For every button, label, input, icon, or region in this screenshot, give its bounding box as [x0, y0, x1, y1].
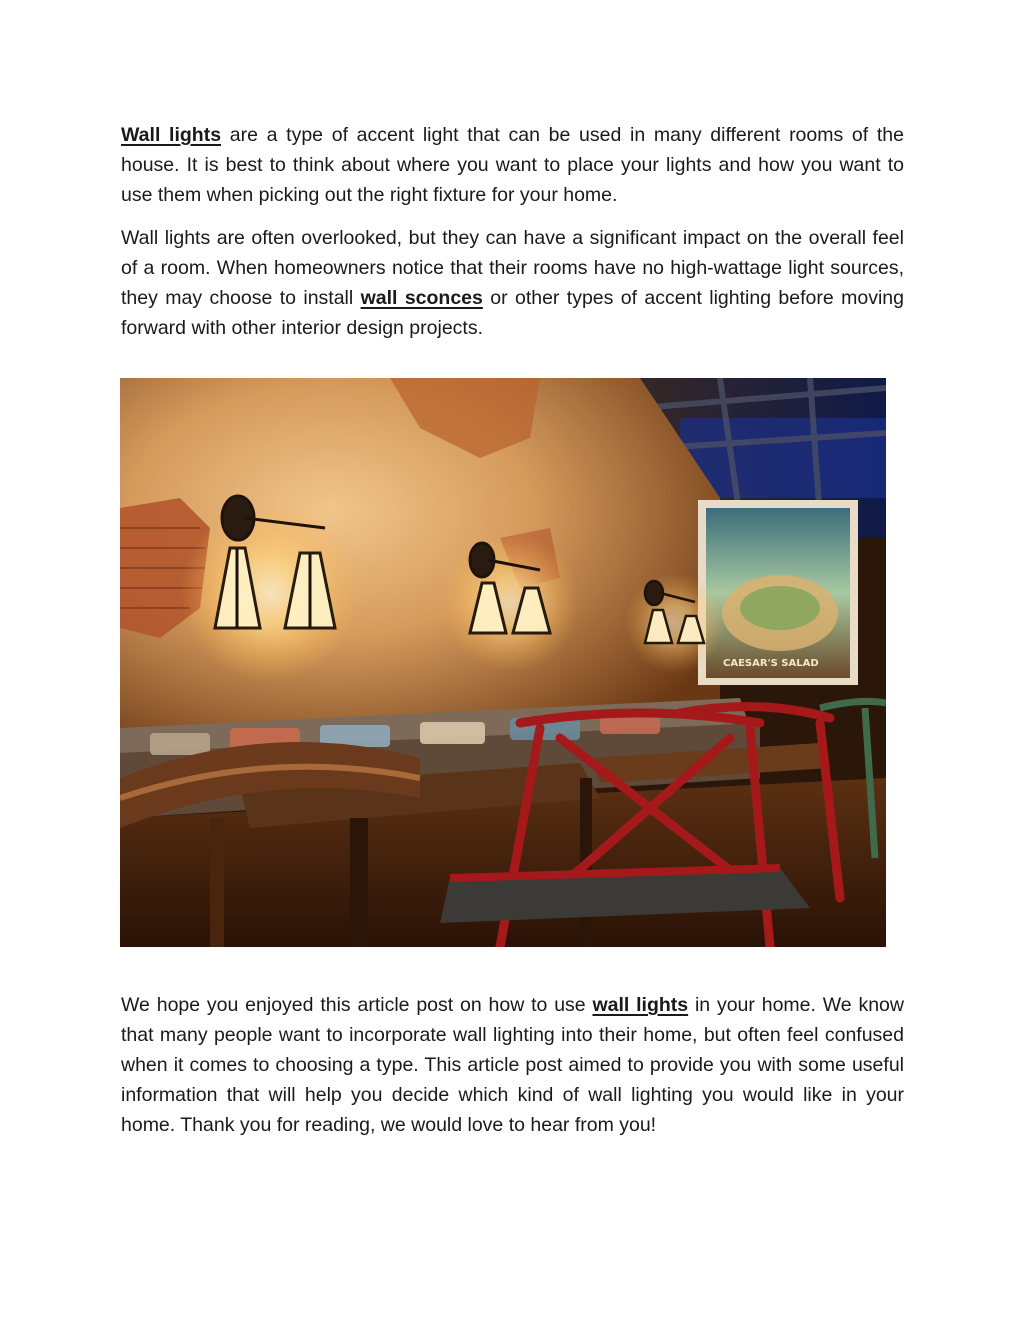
- paragraph-overlooked-text-before: Wall lights are often overlooked, but they can have a significant impact on the overall feel of a room. When homeowners notice that their rooms have no high-wattage light sources, they may choose to install: [121, 227, 904, 309]
- paragraph-intro-text: are a type of accent light that can be used in many different rooms of the house. It is best to think about where you want to place your lights and how you want to use them when picking out the right fixture for your home.: [121, 124, 905, 206]
- restaurant-wall-lights-photo: [120, 378, 886, 947]
- paragraph-overlooked: [121, 223, 904, 343]
- wall-lights-link[interactable]: Wall lights: [121, 124, 222, 146]
- paragraph-conclusion-text-after: in your home. We know that many people want to incorporate wall lighting into their home, but often feel confused when it comes to choosing a type. This article post aimed to provide you with some useful information that will help you decide which kind of wall lighting you would like in your home. Thank you for reading, we would love to hear from you!: [121, 994, 904, 1136]
- poster-caption: CAESAR'S SALAD: [723, 658, 819, 669]
- paragraph-conclusion: [121, 990, 904, 1140]
- paragraph-conclusion-text-before: We hope you enjoyed this article post on how to use: [121, 994, 593, 1016]
- wall-lights-link-2[interactable]: wall lights: [592, 994, 689, 1016]
- wall-sconces-link[interactable]: wall sconces: [360, 287, 483, 309]
- paragraph-overlooked-text-after: or other types of accent lighting before moving forward with other interior design projects.: [121, 287, 904, 339]
- paragraph-intro: [121, 120, 904, 210]
